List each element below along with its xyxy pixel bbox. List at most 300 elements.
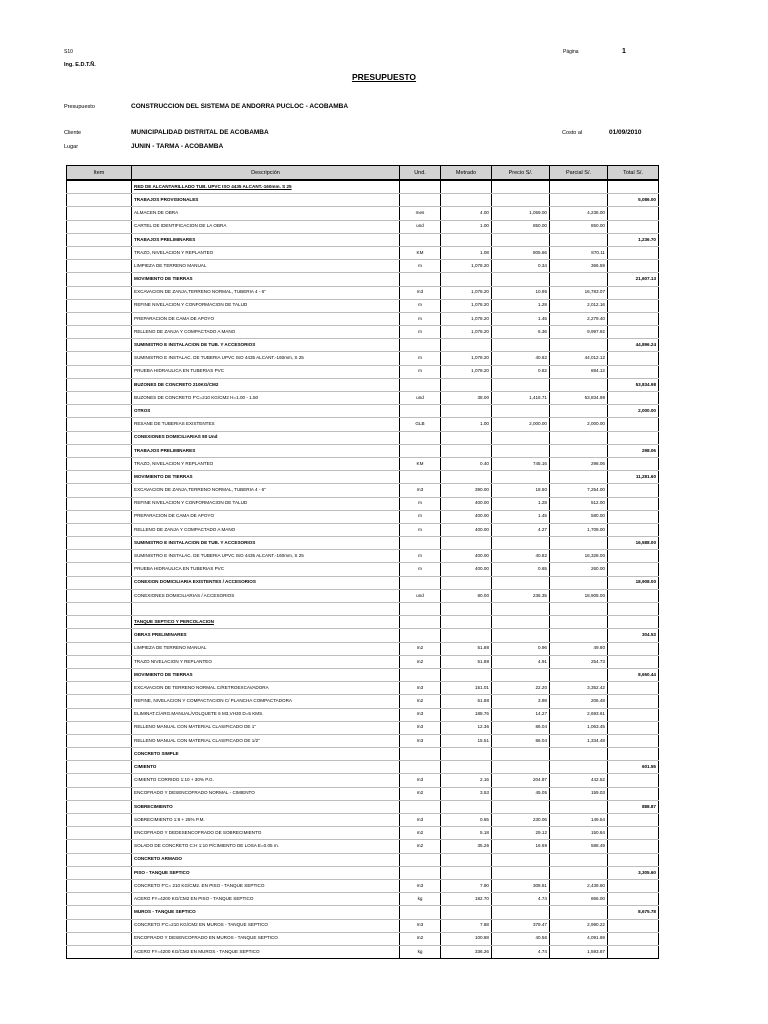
cell-item [67, 734, 132, 747]
cell-total: 53,834.98 [608, 378, 659, 391]
cell-precio: 40.56 [492, 932, 550, 945]
cell-total [608, 893, 659, 906]
cell-precio [492, 603, 550, 616]
cell-metrado: 1,078.20 [441, 299, 492, 312]
cell-metrado: 15.51 [441, 734, 492, 747]
table-row [67, 207, 659, 220]
cell-metrado: 1,078.20 [441, 286, 492, 299]
cell-descripcion: SUMINISTRO E INSTALAC. DE TUBERIA UPVC ISO 4435 ALCANT.-160mm, S 25 [132, 550, 400, 563]
cell-descripcion: ACERO FY=4200 KG/CM2 EN PISO - TANQUE SEPTICO [132, 893, 400, 906]
cell-metrado: 390.00 [441, 484, 492, 497]
table-row [67, 550, 659, 563]
cell-descripcion: RELLENO DE ZANJA Y COMPACTADO A MANO [132, 523, 400, 536]
cell-metrado [441, 761, 492, 774]
cell-und [400, 180, 441, 194]
table-row [67, 260, 659, 273]
cell-metrado: 7.90 [441, 879, 492, 892]
cell-precio [492, 233, 550, 246]
cell-item [67, 431, 132, 444]
cell-und [400, 668, 441, 681]
table-row [67, 682, 659, 695]
cell-descripcion: TRAZO NIVELACION Y REPLANTEO [132, 655, 400, 668]
cell-parcial: 1,334.48 [550, 734, 608, 747]
cell-und: m [400, 312, 441, 325]
cell-precio: 2,000.00 [492, 418, 550, 431]
table-row [67, 484, 659, 497]
cell-precio: 4.74 [492, 893, 550, 906]
cell-parcial: 588.49 [550, 840, 608, 853]
cell-parcial [550, 378, 608, 391]
cell-descripcion: PRUEBA HIDRAULICA EN TUBERIAS PVC [132, 563, 400, 576]
cell-descripcion: BUZONES DE CONCRETO F'C=210 KG/CM2 H=1.00 - 1.50 [132, 392, 400, 405]
cell-und [400, 339, 441, 352]
cell-parcial [550, 537, 608, 550]
cell-item [67, 774, 132, 787]
cell-total: 16,588.00 [608, 537, 659, 550]
cell-total [608, 180, 659, 194]
cell-precio [492, 906, 550, 919]
cell-precio: 6.36 [492, 326, 550, 339]
table-row [67, 312, 659, 325]
cell-precio: 1.45 [492, 510, 550, 523]
cell-total [608, 286, 659, 299]
cell-und: m3 [400, 919, 441, 932]
cell-und: m2 [400, 840, 441, 853]
cell-und [400, 603, 441, 616]
cell-descripcion: EXCAVACION DE ZANJA,TERRENO NORMAL, TUBERIA 4 - 6" [132, 286, 400, 299]
cell-item [67, 510, 132, 523]
cell-parcial: 254.73 [550, 655, 608, 668]
cell-metrado [441, 629, 492, 642]
column-header-und: Und. [400, 166, 441, 181]
cell-precio: 230.06 [492, 814, 550, 827]
cell-und: KM [400, 246, 441, 259]
cell-total: 1,236.70 [608, 233, 659, 246]
cell-total [608, 708, 659, 721]
cell-precio [492, 194, 550, 207]
cell-total: 3,305.60 [608, 866, 659, 879]
cell-item [67, 326, 132, 339]
cell-metrado: 2.16 [441, 774, 492, 787]
cell-und: m [400, 510, 441, 523]
cell-metrado: 1.00 [441, 220, 492, 233]
cell-parcial: 442.52 [550, 774, 608, 787]
cell-descripcion: TRABAJOS PRELIMINARES [132, 233, 400, 246]
cell-total: 18,908.00 [608, 576, 659, 589]
table-row [67, 919, 659, 932]
cell-descripcion: LIMPIEZA DE TERRENO MANUAL [132, 260, 400, 273]
table-row [67, 721, 659, 734]
costo-label: Costo al [562, 130, 583, 136]
cell-precio: 16.69 [492, 840, 550, 853]
cell-descripcion: LIMPIEZA DE TERRENO MANUAL [132, 642, 400, 655]
cell-descripcion: EXCAVACION DE TERRENO NORMAL C/RETROEXCAVADORA [132, 682, 400, 695]
cell-item [67, 365, 132, 378]
cell-descripcion: TRABAJOS PRELIMINARES [132, 444, 400, 457]
cell-total [608, 352, 659, 365]
cell-descripcion: PREPARACION DE CAMA DE APOYO [132, 312, 400, 325]
cell-descripcion: MOVIMIENTO DE TIERRAS [132, 273, 400, 286]
cell-descripcion: ALMACEN DE OBRA [132, 207, 400, 220]
cell-parcial [550, 180, 608, 194]
cell-item [67, 457, 132, 470]
cell-descripcion: REFINE NIVELACION Y CONFORMACION DE TALUD [132, 497, 400, 510]
cell-precio: 86.04 [492, 734, 550, 747]
cell-descripcion: CONEXIONES DOMICILIARIAS / ACCESORIOS [132, 589, 400, 602]
cell-descripcion: CARTEL DE IDENTIFICACION DE LA OBRA [132, 220, 400, 233]
table-row [67, 418, 659, 431]
cell-precio [492, 629, 550, 642]
cell-precio [492, 471, 550, 484]
cell-total [608, 642, 659, 655]
column-header-metrado: Metrado [441, 166, 492, 181]
cell-precio [492, 853, 550, 866]
cell-precio [492, 339, 550, 352]
cell-parcial [550, 668, 608, 681]
cell-total [608, 748, 659, 761]
cell-metrado: 1,078.20 [441, 312, 492, 325]
cell-und [400, 471, 441, 484]
table-row [67, 840, 659, 853]
cell-metrado: 35.26 [441, 840, 492, 853]
cell-descripcion: SOBRECIMIENTO [132, 800, 400, 813]
cell-total [608, 207, 659, 220]
cell-descripcion: TRAZO, NIVELACION Y REPLANTEO [132, 246, 400, 259]
cell-und [400, 853, 441, 866]
cell-metrado: 400.00 [441, 550, 492, 563]
cell-descripcion: ENCOFRADO Y DEDESENCOFRADO DE SOBRECIMIENTO [132, 827, 400, 840]
cell-total [608, 589, 659, 602]
cell-parcial: 150.84 [550, 827, 608, 840]
cell-parcial: 512.00 [550, 497, 608, 510]
cell-item [67, 721, 132, 734]
cell-metrado: 3.53 [441, 787, 492, 800]
cell-und: m [400, 497, 441, 510]
cell-metrado [441, 471, 492, 484]
cell-total [608, 682, 659, 695]
cell-item [67, 853, 132, 866]
table-row [67, 906, 659, 919]
table-row [67, 444, 659, 457]
cell-und [400, 866, 441, 879]
cell-parcial: 9,997.92 [550, 326, 608, 339]
cell-item [67, 418, 132, 431]
cell-und: kg [400, 893, 441, 906]
cell-und [400, 405, 441, 418]
cell-parcial: 1,063.45 [550, 721, 608, 734]
cell-parcial [550, 233, 608, 246]
cell-descripcion: REFINE NIVELACION Y CONFORMACION DE TALUD [132, 299, 400, 312]
cell-und [400, 378, 441, 391]
cell-metrado [441, 668, 492, 681]
lugar-value: JUNIN - TARMA - ACOBAMBA [131, 143, 224, 150]
cell-total [608, 431, 659, 444]
cell-parcial [550, 339, 608, 352]
cell-precio [492, 273, 550, 286]
cell-item [67, 471, 132, 484]
cell-precio [492, 616, 550, 629]
cell-item [67, 893, 132, 906]
cell-item [67, 748, 132, 761]
cell-und [400, 576, 441, 589]
cell-descripcion: CIMIENTO [132, 761, 400, 774]
cell-item [67, 589, 132, 602]
cell-parcial [550, 431, 608, 444]
cell-descripcion: CONCRETO F'C= 210 KG/CM2. EN PISO - TANQUE SEPTICO [132, 879, 400, 892]
cell-parcial: 3,352.42 [550, 682, 608, 695]
cell-precio: 204.87 [492, 774, 550, 787]
cell-parcial: 2,990.22 [550, 919, 608, 932]
cell-metrado: 0.65 [441, 814, 492, 827]
cell-precio: 0.96 [492, 642, 550, 655]
cell-und: m [400, 260, 441, 273]
cell-precio [492, 431, 550, 444]
cell-parcial: 870.11 [550, 246, 608, 259]
cell-precio: 45.05 [492, 787, 550, 800]
table-row [67, 787, 659, 800]
cell-total [608, 365, 659, 378]
cell-und: m [400, 563, 441, 576]
cell-metrado [441, 853, 492, 866]
cell-metrado: 0.40 [441, 457, 492, 470]
cell-metrado [441, 233, 492, 246]
cell-und: KM [400, 457, 441, 470]
cell-metrado: 1,078.20 [441, 326, 492, 339]
cell-precio: 745.16 [492, 457, 550, 470]
cell-und: m3 [400, 774, 441, 787]
cell-und: m2 [400, 655, 441, 668]
cell-item [67, 220, 132, 233]
page-title: PRESUPUESTO [351, 72, 417, 82]
cell-descripcion: RELLENO MANUAL CON MATERIAL CLASIFICADO DE 1/2" [132, 734, 400, 747]
cell-item [67, 352, 132, 365]
cell-metrado [441, 603, 492, 616]
table-row [67, 392, 659, 405]
cell-parcial [550, 629, 608, 642]
cell-parcial [550, 194, 608, 207]
cell-und: kg [400, 945, 441, 958]
cell-parcial: 206.48 [550, 695, 608, 708]
cell-parcial: 2,439.60 [550, 879, 608, 892]
cell-descripcion: SOBRECIMIENTO 1:8 + 25% P.M. [132, 814, 400, 827]
cell-parcial: 44,012.12 [550, 352, 608, 365]
table-row [67, 642, 659, 655]
cell-parcial: 53,834.98 [550, 392, 608, 405]
cell-parcial: 2,012.16 [550, 299, 608, 312]
cell-parcial: 884.12 [550, 365, 608, 378]
cell-und: m3 [400, 682, 441, 695]
cell-precio: 0.65 [492, 563, 550, 576]
cell-item [67, 682, 132, 695]
cell-item [67, 233, 132, 246]
cell-item [67, 312, 132, 325]
cell-precio: 18.60 [492, 484, 550, 497]
cell-total [608, 721, 659, 734]
cell-precio: 1.45 [492, 312, 550, 325]
cell-metrado [441, 431, 492, 444]
cell-precio: 308.81 [492, 879, 550, 892]
table-row [67, 180, 659, 194]
cell-parcial [550, 853, 608, 866]
presupuesto-label: Presupuesto [64, 104, 95, 110]
cell-total: 601.55 [608, 761, 659, 774]
cell-descripcion: SUMINISTRO E INSTALAC. DE TUBERIA UPVC ISO 4435 ALCANT.-160mm, S 25 [132, 352, 400, 365]
table-row [67, 945, 659, 958]
costo-value: 01/09/2010 [609, 129, 642, 136]
cell-precio [492, 576, 550, 589]
cell-metrado: 1.00 [441, 418, 492, 431]
cell-precio: 1.28 [492, 299, 550, 312]
cell-und: m3 [400, 814, 441, 827]
table-row [67, 708, 659, 721]
cell-metrado: 400.00 [441, 497, 492, 510]
cell-und [400, 233, 441, 246]
cell-total [608, 484, 659, 497]
cell-metrado [441, 194, 492, 207]
table-row [67, 827, 659, 840]
cell-parcial [550, 866, 608, 879]
cell-und: und [400, 589, 441, 602]
cell-total [608, 814, 659, 827]
table-row [67, 616, 659, 629]
cell-precio [492, 800, 550, 813]
cell-und: m [400, 523, 441, 536]
cell-total: 11,281.60 [608, 471, 659, 484]
cell-total: 304.53 [608, 629, 659, 642]
cell-parcial [550, 471, 608, 484]
cell-precio: 14.27 [492, 708, 550, 721]
cell-total [608, 603, 659, 616]
cell-item [67, 800, 132, 813]
cell-descripcion: CONCRETO F'C=210 KG/CM2 EN MUROS - TANQUE SEPTICO [132, 919, 400, 932]
cell-descripcion: RELLENO DE ZANJA Y COMPACTADO A MANO [132, 326, 400, 339]
cell-parcial: 4,091.69 [550, 932, 608, 945]
cell-und: m3 [400, 708, 441, 721]
cell-total: 5,086.00 [608, 194, 659, 207]
cell-item [67, 246, 132, 259]
cell-precio: 4.91 [492, 655, 550, 668]
cliente-value: MUNICIPALIDAD DISTRITAL DE ACOBAMBA [131, 129, 269, 136]
cell-total: 298.06 [608, 444, 659, 457]
cell-total [608, 616, 659, 629]
table-row [67, 497, 659, 510]
engineer-name: Ing. E.D.T.Ñ. [64, 62, 96, 68]
cell-und: m2 [400, 787, 441, 800]
cell-descripcion: CONEXION DOMICILIARIA EXISTENTES / ACCESORIOS [132, 576, 400, 589]
cell-total: 44,896.24 [608, 339, 659, 352]
cell-item [67, 523, 132, 536]
table-body [67, 180, 659, 959]
cell-item [67, 708, 132, 721]
cell-metrado: 7.88 [441, 919, 492, 932]
cell-total [608, 418, 659, 431]
cell-descripcion: SUMINISTRO E INSTALACION DE TUB. Y ACCESORIOS [132, 537, 400, 550]
cell-parcial [550, 576, 608, 589]
cell-und [400, 194, 441, 207]
table-row [67, 471, 659, 484]
cell-metrado [441, 800, 492, 813]
cell-precio: 0.82 [492, 365, 550, 378]
cell-total [608, 932, 659, 945]
cell-und: m2 [400, 932, 441, 945]
cell-descripcion: SOLADO DE CONCRETO C:H 1:10 P/CIMIENTO DE LOSA E=0.05 m. [132, 840, 400, 853]
cell-total [608, 326, 659, 339]
table-row [67, 879, 659, 892]
cell-total [608, 853, 659, 866]
table-row [67, 365, 659, 378]
cell-parcial [550, 405, 608, 418]
cell-item [67, 299, 132, 312]
cell-precio: 379.47 [492, 919, 550, 932]
table-row [67, 378, 659, 391]
cell-descripcion [132, 603, 400, 616]
cliente-label: Cliente [64, 130, 82, 136]
cell-total [608, 510, 659, 523]
cell-metrado: 4.00 [441, 207, 492, 220]
cell-descripcion: ENCOFRADO Y DESENCOFRADO NORMAL - CIMIENTO [132, 787, 400, 800]
cell-precio: 805.66 [492, 246, 550, 259]
cell-item [67, 576, 132, 589]
cell-metrado [441, 576, 492, 589]
cell-descripcion: CIMIENTO CORRIDO 1:10 + 30% P.G. [132, 774, 400, 787]
cell-metrado: 80.00 [441, 589, 492, 602]
cell-und: m [400, 365, 441, 378]
cell-total: 8,650.44 [608, 668, 659, 681]
cell-metrado [441, 378, 492, 391]
cell-parcial: 580.00 [550, 510, 608, 523]
cell-metrado: 400.00 [441, 510, 492, 523]
cell-descripcion: CONCRETO ARMADO [132, 853, 400, 866]
cell-metrado [441, 537, 492, 550]
cell-total [608, 879, 659, 892]
presupuesto-value: CONSTRUCCION DEL SISTEMA DE ANDORRA PUCLOC - ACOBAMBA [131, 103, 349, 110]
cell-metrado: 1.08 [441, 246, 492, 259]
cell-descripcion: BUZONES DE CONCRETO 210KG/CM2 [132, 378, 400, 391]
cell-total [608, 550, 659, 563]
cell-parcial: 18,908.00 [550, 589, 608, 602]
cell-und: m3 [400, 286, 441, 299]
cell-metrado: 400.00 [441, 523, 492, 536]
cell-metrado [441, 748, 492, 761]
cell-und: m2 [400, 642, 441, 655]
cell-parcial: 866.00 [550, 893, 608, 906]
cell-descripcion: TRAZO, NIVELACION Y REPLANTEO [132, 457, 400, 470]
cell-metrado: 151.01 [441, 682, 492, 695]
cell-total [608, 260, 659, 273]
cell-parcial [550, 616, 608, 629]
cell-item [67, 787, 132, 800]
lugar-label: Lugar [64, 144, 79, 150]
cell-total [608, 945, 659, 958]
cell-item [67, 761, 132, 774]
cell-item [67, 392, 132, 405]
cell-und: und [400, 220, 441, 233]
cell-total [608, 312, 659, 325]
cell-parcial: 1,593.87 [550, 945, 608, 958]
table-row [67, 457, 659, 470]
cell-metrado [441, 866, 492, 879]
cell-und [400, 629, 441, 642]
cell-item [67, 668, 132, 681]
cell-precio: 0.34 [492, 260, 550, 273]
table-row [67, 655, 659, 668]
cell-metrado: 182.70 [441, 893, 492, 906]
cell-descripcion: ACERO FY=4200 KG/CM2 EN MUROS - TANQUE SEPTICO [132, 945, 400, 958]
cell-parcial: 16,783.07 [550, 286, 608, 299]
table-row [67, 932, 659, 945]
cell-total [608, 457, 659, 470]
table-row [67, 814, 659, 827]
